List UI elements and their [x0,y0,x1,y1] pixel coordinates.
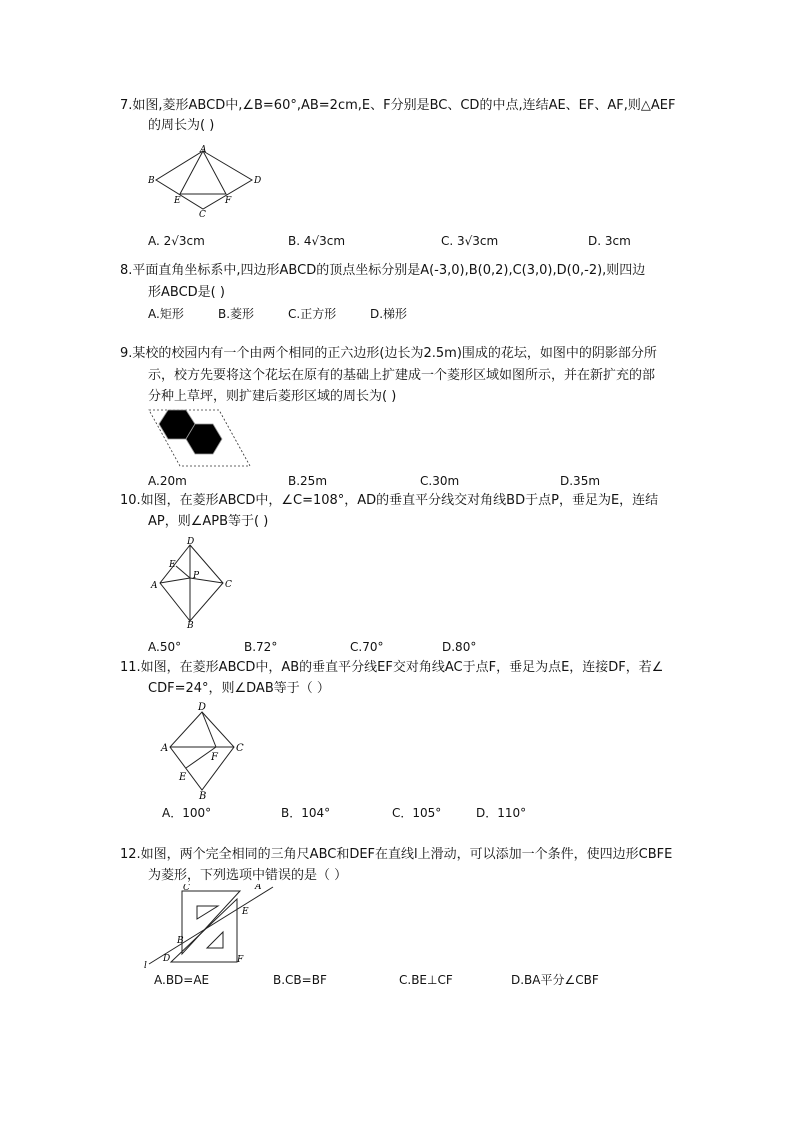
q10-stem-line1: 10.如图，在菱形ABCD中，∠C=108°，AD的垂直平分线交对角线BD于点P，垂足为E，连结 [120,493,659,508]
q11-option-c[interactable]: C．105° [392,806,442,820]
q7-figure [148,145,263,221]
segment-ap [160,578,190,583]
q8-option-a[interactable]: A.矩形 [148,307,184,321]
q8-stem-line1: 8.平面直角坐标系中,四边形ABCD的顶点坐标分别是A(-3,0),B(0,2),C(3,0),D(0,-2),则四边 [120,263,646,278]
label-e: E [174,196,181,206]
label-b: B [148,176,155,186]
q7-stem-line2: 的周长为( ) [148,118,215,133]
q11-figure [158,700,254,804]
q12-option-c[interactable]: C.BE⊥CF [399,973,453,987]
q11-stem-line2: CDF=24°，则∠DAB等于（ ） [148,681,330,696]
label-b: B [177,936,184,946]
q9-option-b[interactable]: B.25m [288,474,328,488]
q9-option-a[interactable]: A.20m [148,474,187,488]
rhombus-abcd [160,545,223,621]
q11-option-a[interactable]: A．100° [162,806,212,820]
q10-option-c[interactable]: C.70° [350,640,384,654]
label-c: C [199,210,206,217]
q12-stem-line1: 12.如图，两个完全相同的三角尺ABC和DEF在直线l上滑动，可以添加一个条件，使四边形CBFE [120,847,673,862]
label-c: C [183,884,190,893]
q12-option-a[interactable]: A.BD=AE [154,973,210,987]
triangle-aef [180,151,226,194]
q10-figure [148,536,238,632]
q8-option-d[interactable]: D.梯形 [370,307,408,321]
triangle-def-inner [207,932,223,948]
perpendicular-bisector [176,566,190,578]
label-e: E [169,560,176,570]
q12-figure [143,884,278,974]
label-c: C [236,743,244,754]
q11-option-b[interactable]: B．104° [281,806,331,820]
q9-stem-line3: 分种上草坪，则扩建后菱形区域的周长为( ) [148,389,397,404]
label-f: F [237,955,244,965]
q12-option-b[interactable]: B.CB=BF [273,973,327,987]
q11-option-d[interactable]: D．110° [476,806,527,820]
label-a: A [151,581,158,591]
triangle-abc-inner [197,906,218,919]
q9-stem-line1: 9.某校的校园内有一个由两个相同的正六边形(边长为2.5m)围成的花坛，如图中的阴影部分所 [120,346,657,361]
label-f: F [225,196,232,206]
label-f: F [211,752,218,763]
q7-option-b[interactable]: B. 4√3cm [288,234,346,248]
label-l: l [144,961,147,970]
label-e: E [242,907,249,917]
label-b: B [199,791,207,800]
label-b: B [187,621,194,628]
q9-option-c[interactable]: C.30m [420,474,460,488]
q9-stem-line2: 示，校方先要将这个花坛在原有的基础上扩建成一个菱形区域如图所示，并在新扩充的部 [148,368,656,383]
q9-figure [146,408,254,472]
q10-stem-line2: AP，则∠APB等于( ) [148,514,269,529]
label-d: D [254,176,262,186]
label-d: D [187,537,195,547]
q7-option-a[interactable]: A. 2√3cm [148,234,205,248]
triangle-def-outer [171,899,237,962]
q10-option-b[interactable]: B.72° [244,640,278,654]
q8-stem-line2: 形ABCD是( ) [148,285,225,300]
segment-df [202,712,216,747]
label-p: P [193,571,200,581]
q8-option-c[interactable]: C.正方形 [288,307,337,321]
q7-option-d[interactable]: D. 3cm [588,234,631,248]
q11-stem-line1: 11.如图，在菱形ABCD中，AB的垂直平分线EF交对角线AC于点F，垂足为点E，连接DF，若∠ [120,660,664,675]
q10-option-d[interactable]: D.80° [442,640,477,654]
q10-option-a[interactable]: A.50° [148,640,182,654]
q12-option-d[interactable]: D.BA平分∠CBF [511,973,599,987]
q9-option-d[interactable]: D.35m [560,474,601,488]
label-d: D [198,702,207,713]
rhombus-abcd [156,151,252,209]
q8-option-b[interactable]: B.菱形 [218,307,255,321]
label-a: A [161,743,169,754]
q12-stem-line2: 为菱形，下列选项中错误的是（ ） [148,868,348,883]
q7-option-c[interactable]: C. 3√3cm [441,234,499,248]
q7-stem-line1: 7.如图,菱形ABCD中,∠B=60°,AB=2cm,E、F分别是BC、CD的中点,连结AE、EF、AF,则△AEF [120,98,676,113]
label-a: A [255,884,262,892]
label-c: C [225,580,232,590]
line-l [149,887,273,964]
label-d: D [163,954,171,964]
label-a: A [200,145,207,155]
label-e: E [179,772,187,783]
